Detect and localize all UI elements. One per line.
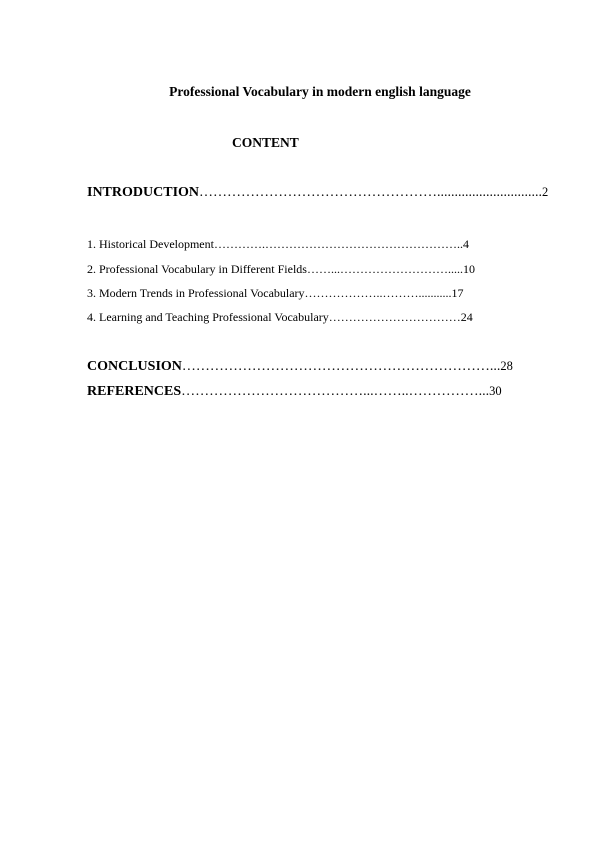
toc-page-number: 28 <box>500 359 513 373</box>
toc-entry-professional-vocabulary-fields <box>87 263 475 275</box>
toc-leader-dots: ……...………………………..... <box>306 262 463 276</box>
toc-page-number: 2 <box>542 185 549 199</box>
toc-entry-historical-development <box>87 238 469 250</box>
toc-entry-label: 4. Learning and Teaching Professional Vocabulary <box>87 310 329 324</box>
toc-entry-label: INTRODUCTION <box>87 185 200 200</box>
toc-leader-dots: …………………………………………….............................. <box>199 185 543 200</box>
toc-entry-learning-teaching <box>87 311 473 323</box>
toc-page-number: 10 <box>462 262 475 276</box>
toc-entry-label: 3. Modern Trends in Professional Vocabulary <box>87 286 305 300</box>
toc-leader-dots: …………………………………………………………... <box>181 359 501 374</box>
toc-page-number: 24 <box>460 310 473 324</box>
toc-entry-modern-trends <box>87 287 464 299</box>
toc-entry-conclusion <box>87 360 513 374</box>
toc-leader-dots: ………………..………........... <box>304 286 452 300</box>
toc-entry-introduction <box>87 186 548 200</box>
toc-entry-label: REFERENCES <box>87 384 182 399</box>
toc-entry-label: 1. Historical Development <box>87 237 214 251</box>
toc-page-number: 30 <box>489 384 502 398</box>
toc-leader-dots: …………………………………...……..……………... <box>181 384 490 399</box>
toc-entry-references <box>87 385 502 399</box>
toc-page-number: 4 <box>462 237 469 251</box>
toc-leader-dots: ………….………………………………………….. <box>213 237 463 251</box>
toc-entry-label: CONCLUSION <box>87 359 182 374</box>
toc-heading: CONTENT <box>232 135 299 150</box>
document-title: Professional Vocabulary in modern english language <box>169 84 471 99</box>
toc-entry-label: 2. Professional Vocabulary in Different Fields <box>87 262 307 276</box>
toc-leader-dots: …………………………… <box>328 310 461 324</box>
toc-page-number: 17 <box>451 286 464 300</box>
